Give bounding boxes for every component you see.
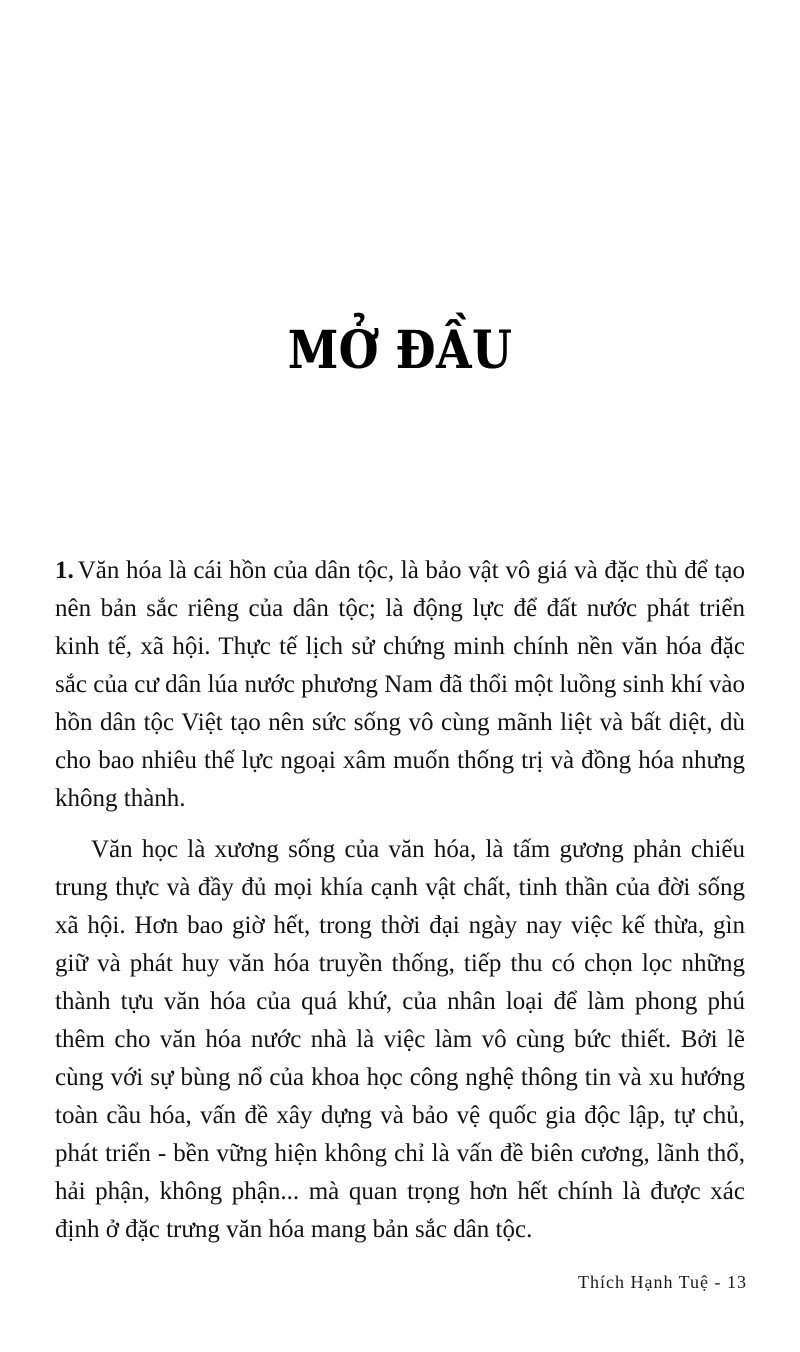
- paragraph-2-text: Văn học là xương sống của văn hóa, là tấm gương phản chiếu trung thực và đầy đủ mọi khía cạnh vật chất, tinh thần của đời sống xã hội. Hơn bao giờ hết, trong thời đại ngày nay việc kế thừa, gìn giữ và phát huy văn hóa truyền thống, tiếp thu có chọn lọc những thành tựu văn hóa của quá khứ, của nhân loại để làm phong phú thêm cho văn hóa nước nhà là việc làm vô cùng bức thiết. Bởi lẽ cùng với sự bùng nổ của khoa học công nghệ thông tin và xu hướng toàn cầu hóa, vấn đề xây dựng và bảo vệ quốc gia độc lập, tự chủ, phát triển - bền vững hiện không chỉ là vấn đề biên cương, lãnh thổ, hải phận, không phận... mà quan trọng hơn hết chính là được xác định ở đặc trưng văn hóa mang bản sắc dân tộc.: [55, 836, 745, 1243]
- paragraph-1: [55, 552, 745, 818]
- body-text: [55, 552, 745, 1249]
- footer-running-title: Thích Hạnh Tuệ - 13: [578, 1272, 747, 1292]
- chapter-title: MỞ ĐẦU: [287, 320, 513, 381]
- paragraph-number: 1.: [55, 557, 74, 584]
- paragraph-2: [55, 831, 745, 1249]
- paragraph-1-text: Văn hóa là cái hồn của dân tộc, là bảo vật vô giá và đặc thù để tạo nên bản sắc riêng của dân tộc; là động lực để đất nước phát triển kinh tế, xã hội. Thực tế lịch sử chứng minh chính nền văn hóa đặc sắc của cư dân lúa nước phương Nam đã thổi một luồng sinh khí vào hồn dân tộc Việt tạo nên sức sống vô cùng mãnh liệt và bất diệt, dù cho bao nhiêu thế lực ngoại xâm muốn thống trị và đồng hóa nhưng không thành.: [55, 557, 745, 812]
- page-footer: [578, 1271, 747, 1293]
